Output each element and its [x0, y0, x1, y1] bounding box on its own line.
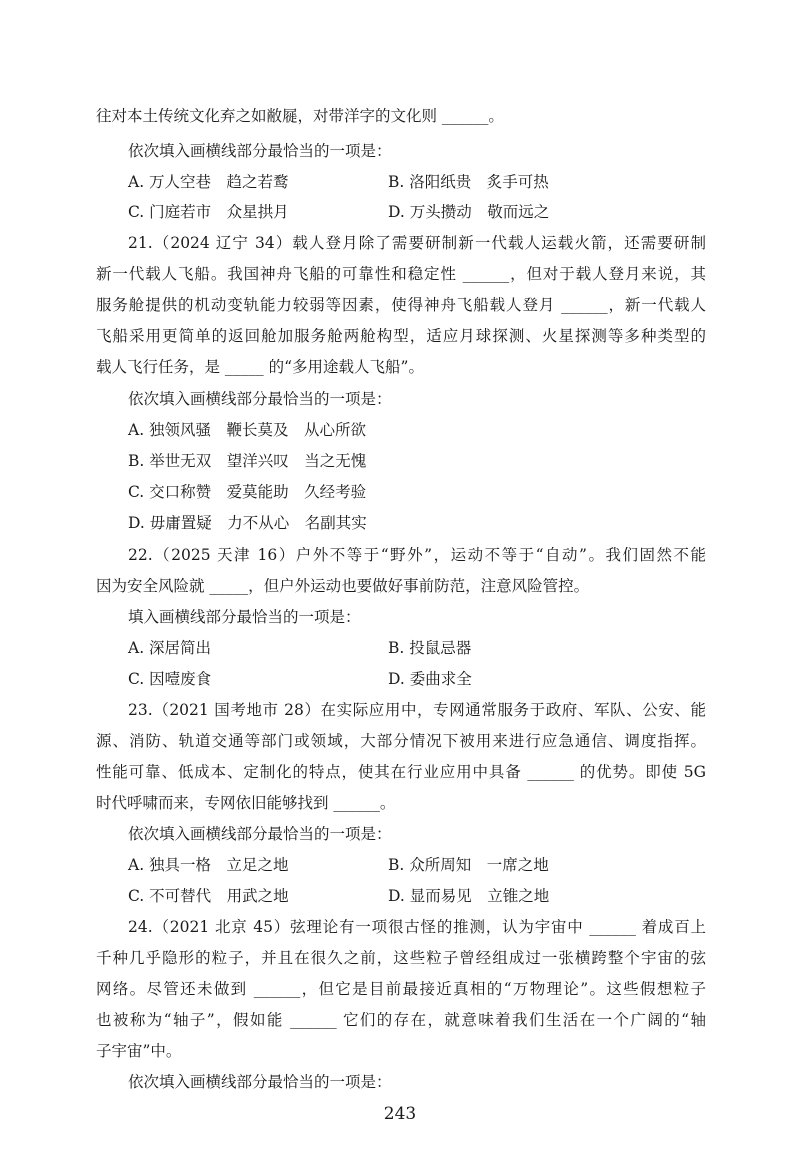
- q23-option-b: B. 众所周知 一席之地: [388, 856, 549, 874]
- q22-option-c: C. 因噎废食: [128, 670, 212, 688]
- q23-line-4: 时代呼啸而来，专网依旧能够找到 ______。: [96, 794, 396, 812]
- intro-option-d: D. 万头攒动 敬而远之: [388, 203, 550, 221]
- q22-option-b: B. 投鼠忌器: [388, 639, 472, 657]
- q24-prompt: 依次填入画横线部分最恰当的一项是：: [128, 1073, 392, 1091]
- q21-option-d: D. 毋庸置疑 力不从心 名副其实: [128, 514, 367, 532]
- intro-option-a: A. 万人空巷 趋之若鹜: [128, 173, 289, 191]
- q22-prompt: 填入画横线部分最恰当的一项是：: [128, 608, 361, 626]
- q23-line-1: 23.（2021 国考地市 28）在实际应用中，专网通常服务于政府、军队、公安、能: [128, 701, 706, 719]
- intro-option-c: C. 门庭若市 众星拱月: [128, 203, 289, 221]
- q23-line-2: 源、消防、轨道交通等部门或领域，大部分情况下被用来进行应急通信、调度指挥。: [96, 732, 706, 750]
- q23-option-a: A. 独具一格 立足之地: [128, 856, 289, 874]
- q21-line-4: 飞船采用更简单的返回舱加服务舱两舱构型，适应月球探测、火星探测等多种类型的: [96, 327, 706, 345]
- q24-line-4: 也被称为“轴子”，假如能 ______ 它们的存在，就意味着我们生活在一个广阔的“轴: [96, 1011, 706, 1029]
- q23-line-3: 性能可靠、低成本、定制化的特点，使其在行业应用中具备 ______ 的优势。即使 5G: [96, 763, 706, 781]
- q22-line-2: 因为安全风险就 _____，但户外运动也要做好事前防范，注意风险管控。: [96, 577, 590, 595]
- page-number: 243: [383, 1104, 417, 1124]
- q23-prompt: 依次填入画横线部分最恰当的一项是：: [128, 825, 392, 843]
- q22-option-d: D. 委曲求全: [388, 670, 472, 688]
- q24-line-5: 子宇宙”中。: [96, 1042, 182, 1060]
- intro-line-1: 往对本土传统文化弃之如敝屣，对带洋字的文化则 ______。: [96, 107, 504, 125]
- q21-line-3: 服务舱提供的机动变轨能力较弱等因素，使得神舟飞船载人登月 ______，新一代载人: [96, 296, 706, 314]
- q21-option-a: A. 独领风骚 鞭长莫及 从心所欲: [128, 421, 367, 439]
- q23-option-c: C. 不可替代 用武之地: [128, 887, 289, 905]
- q21-option-b: B. 举世无双 望洋兴叹 当之无愧: [128, 452, 367, 470]
- q21-line-2: 新一代载人飞船。我国神舟飞船的可靠性和稳定性 ______，但对于载人登月来说，其: [96, 265, 706, 283]
- q24-line-3: 网络。尽管还未做到 ______，但它是目前最接近真相的“万物理论”。这些假想粒子: [96, 980, 706, 998]
- q24-line-2: 千种几乎隐形的粒子，并且在很久之前，这些粒子曾经组成过一张横跨整个宇宙的弦: [96, 949, 706, 967]
- q24-line-1: 24.（2021 北京 45）弦理论有一项很古怪的推测，认为宇宙中 ______ 着成百上: [128, 918, 706, 936]
- q21-option-c: C. 交口称赞 爱莫能助 久经考验: [128, 483, 367, 501]
- q22-option-a: A. 深居简出: [128, 639, 212, 657]
- q22-line-1: 22.（2025 天津 16）户外不等于“野外”，运动不等于“自动”。我们固然不能: [128, 546, 706, 564]
- intro-prompt: 依次填入画横线部分最恰当的一项是：: [128, 142, 392, 160]
- q21-line-5: 载人飞行任务，是 _____ 的“多用途载人飞船”。: [96, 358, 424, 376]
- q21-line-1: 21.（2024 辽宁 34）载人登月除了需要研制新一代载人运载火箭，还需要研制: [128, 234, 706, 252]
- intro-option-b: B. 洛阳纸贵 炙手可热: [388, 173, 549, 191]
- q23-option-d: D. 显而易见 立锥之地: [388, 887, 550, 905]
- q21-prompt: 依次填入画横线部分最恰当的一项是：: [128, 390, 392, 408]
